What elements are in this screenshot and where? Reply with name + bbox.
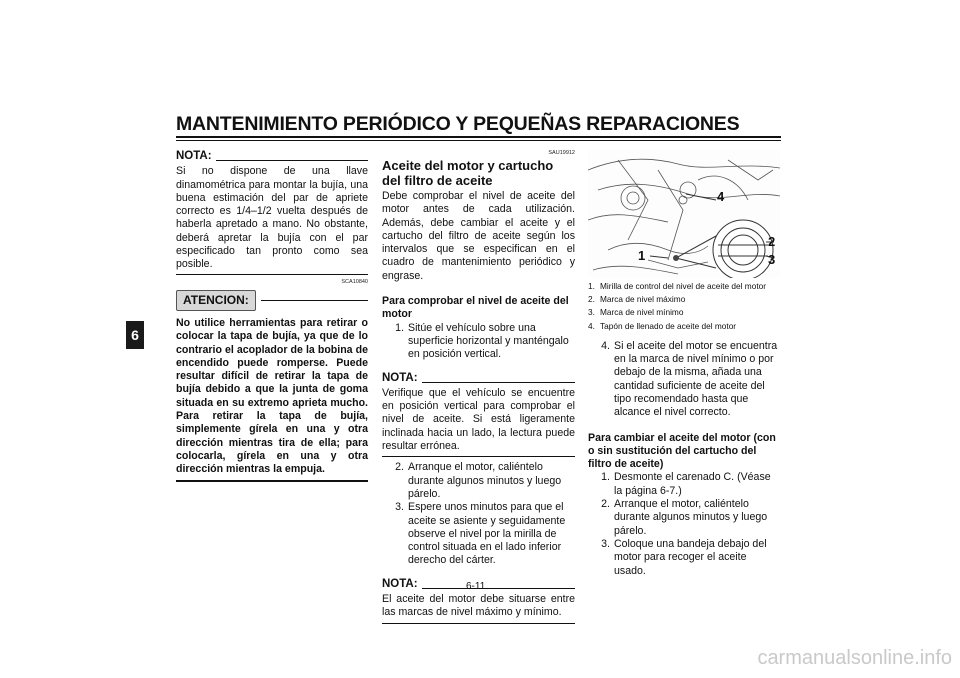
note-label: NOTA:: [176, 150, 212, 162]
change-heading: Para cambiar el aceite del motor (con o sin sustitución del cartucho del filtro de aceite): [588, 431, 776, 471]
step-item: [588, 498, 780, 538]
note-label: NOTA:: [382, 577, 418, 590]
engine-oil-figure: [588, 150, 780, 278]
step-number: 3.: [601, 537, 610, 550]
figure-captions: [588, 281, 780, 331]
chapter-tab: 6: [126, 321, 144, 349]
check-heading: Para comprobar el nivel de aceite del motor: [382, 295, 569, 321]
note-heading: [176, 150, 368, 163]
caution-badge: ATENCION:: [176, 290, 256, 311]
step-item: [588, 471, 780, 498]
section-title: Aceite del motor y cartucho del filtro de aceite: [382, 158, 554, 188]
note-end-rule: [382, 456, 575, 457]
step-text: Arranque el motor, caliéntelo durante algunos minutos y luego párelo.: [408, 461, 562, 500]
page-title: MANTENIMIENTO PERIÓDICO Y PEQUEÑAS REPARACIONES: [176, 113, 740, 135]
step-number: 1.: [601, 471, 610, 484]
step-number: 2.: [601, 498, 610, 511]
middle-column: [382, 150, 575, 624]
caution-heading: [176, 290, 368, 311]
callout-1: 1: [638, 248, 646, 263]
callout-2: 2: [768, 234, 776, 249]
step-number: 4.: [601, 339, 610, 352]
note-heading: [382, 372, 575, 385]
note-label: NOTA:: [382, 371, 418, 384]
engine-illustration: [588, 150, 780, 278]
caption-text: Marca de nivel mínimo: [600, 307, 684, 318]
step-item: [588, 340, 780, 420]
caption-number: 4.: [588, 320, 595, 331]
note-rule: [216, 160, 368, 161]
step-text: Arranque el motor, caliéntelo durante algunos minutos y luego párelo.: [614, 498, 768, 537]
note-text: Si no dispone de una llave dinamométrica para montar la bujía, una buena estimación del par de apriete correcto es 1/4–1/2 vuelta después de haberla apretado a mano. No obstante, deberá apretar la bujía con el par especificado tan pronto como sea posible.: [176, 165, 368, 271]
note-end-rule: [382, 623, 575, 624]
caution-text: No utilice herramientas para retirar o colocar la tapa de bujía, ya que de lo contrario el acoplador de la bobina de encendido puede romperse. Puede resultar difícil de retirar la tapa de bujía debido a que la junta de goma situada en su extremo aprieta mucho. Para retirar la tapa de bujía, simplemente gírela en una y otra dirección mientras tira de ella; para colocarla, gírela en una y otra dirección mientras la empuja.: [176, 316, 368, 476]
step-text: Desmonte el carenado C. (Véase la página 6-7.): [614, 471, 771, 497]
section-intro: Debe comprobar el nivel de aceite del motor antes de cada utilización. Además, debe cambiar el aceite y el cartucho del filtro de aceite según los intervalos que se especifican en el cuadro de mantenimiento periódico y engrase.: [382, 190, 575, 282]
note-text: Verifique que el vehículo se encuentre en posición vertical para comprobar el nivel de aceite. Si está ligeramente inclinada hacia un lado, la lectura puede resultar errónea.: [382, 386, 575, 453]
step-item: [382, 461, 575, 501]
caption-item: [588, 294, 780, 304]
section-code: SAU19912: [548, 150, 575, 156]
note-rule: [422, 588, 575, 589]
note-end-rule: [176, 274, 368, 275]
caption-number: 2.: [588, 294, 595, 305]
note-text: El aceite del motor debe situarse entre las marcas de nivel máximo y mínimo.: [382, 593, 575, 619]
caution-code: SCA10840: [341, 278, 368, 285]
step-number: 1.: [395, 321, 404, 334]
step-text: Espere unos minutos para que el aceite se asiente y seguidamente observe el nivel por la mirilla de control situada en el lado inferior derecho del cárter.: [408, 501, 566, 567]
callout-4: 4: [717, 189, 725, 204]
caution-end-rule: [176, 480, 368, 482]
note-rule: [422, 382, 575, 383]
step-item: [588, 538, 780, 578]
left-column: [176, 150, 368, 482]
right-column: [588, 150, 780, 578]
title-rule: [176, 136, 781, 138]
caption-text: Mirilla de control del nivel de aceite del motor: [600, 281, 767, 291]
caption-item: [588, 321, 780, 331]
caption-item: [588, 307, 780, 317]
caption-number: 3.: [588, 307, 595, 318]
step-number: 3.: [395, 501, 404, 514]
step-text: Coloque una bandeja debajo del motor para recoger el aceite usado.: [614, 537, 767, 577]
step-number: 2.: [395, 461, 404, 474]
site-watermark: carmanualsonline.info: [757, 647, 952, 669]
step-text: Si el aceite del motor se encuentra en la marca de nivel mínimo o por debajo de la misma, añada una cantidad suficiente de aceite del tipo recomendado hasta que alcance el nivel correcto.: [614, 339, 778, 419]
caution-rule: [261, 300, 368, 301]
step-text: Sitúe el vehículo sobre una superficie horizontal y manténgalo en posición vertical.: [408, 321, 569, 361]
caption-text: Marca de nivel máximo: [600, 294, 686, 305]
callout-3: 3: [768, 252, 776, 267]
page-number: 6-11: [466, 581, 486, 592]
step-item: [382, 322, 575, 362]
title-rule-thin: [176, 140, 781, 141]
caption-text: Tapón de llenado de aceite del motor: [600, 320, 737, 331]
caption-number: 1.: [588, 281, 595, 291]
step-item: [382, 501, 575, 567]
caption-item: [588, 281, 780, 291]
